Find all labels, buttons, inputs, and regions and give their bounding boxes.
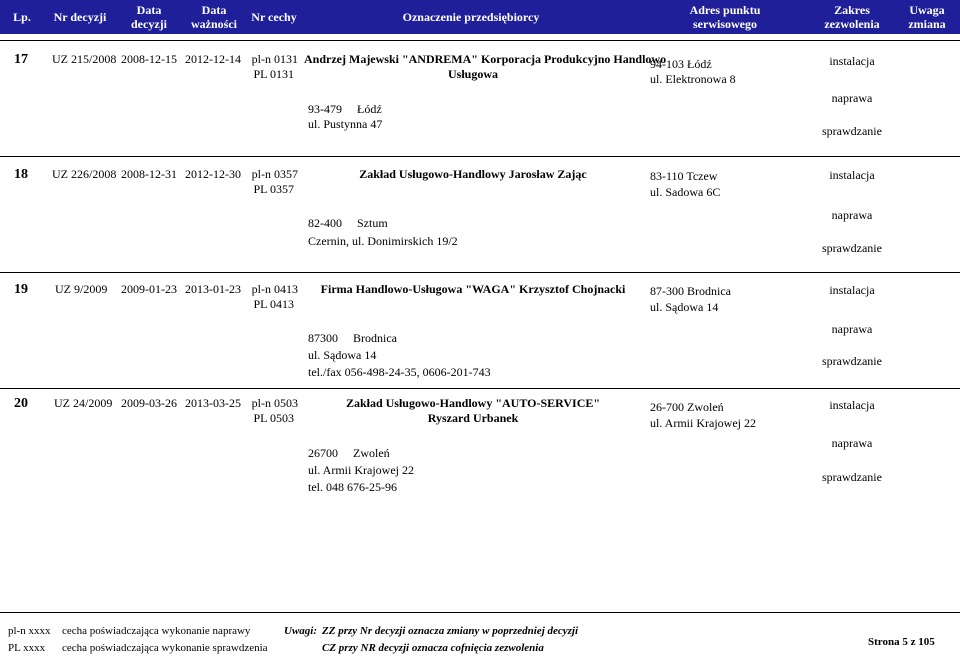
col-data-decyzji (116, 0, 182, 34)
record-data-waznosci: 2013-01-23 (185, 282, 241, 296)
legend-naprawy-text: cecha poświadczająca wykonanie naprawy (62, 625, 251, 637)
record-data-decyzji: 2008-12-15 (121, 52, 177, 66)
col-nr-decyzji (44, 0, 116, 34)
header-nr-cechy: Nr cechy (251, 10, 297, 24)
header-nr-decyzji: Nr decyzji (53, 10, 107, 24)
record-punkt-miasto: 87-300 Brodnica (650, 284, 731, 298)
record-cecha-naprawy: pl-n 0413 (251, 282, 298, 296)
record-punkt-ulica: ul. Sądowa 14 (650, 300, 719, 314)
col-adres (640, 0, 810, 34)
col-uwaga (894, 0, 960, 34)
uwagi-cz: CZ przy NR decyzji oznacza cofnięcia zezwolenia (322, 642, 544, 654)
record-zakres-instalacja: instalacja (829, 168, 875, 182)
page-footer (0, 612, 960, 656)
record-adres-firmy-ulica: Czernin, ul. Donimirskich 19/2 (308, 234, 458, 248)
col-zakres (810, 0, 894, 34)
record-adres-firmy-telefon: tel./fax 056-498-24-35, 0606-201-743 (308, 365, 491, 379)
record-data-waznosci: 2012-12-14 (185, 52, 241, 66)
header-lp: Lp. (13, 10, 31, 24)
record-zakres-sprawdzanie: sprawdzanie (822, 124, 882, 138)
record-cecha-naprawy: pl-n 0503 (251, 396, 298, 410)
header-data-waznosci-2: ważności (191, 17, 237, 31)
record-punkt-miasto: 94-103 Łódź (650, 57, 712, 71)
col-lp (0, 0, 44, 34)
legend-sprawdzenia-code: PL xxxx (8, 642, 46, 654)
col-data-waznosci (182, 0, 246, 34)
header-adres-1: Adres punktu (689, 3, 761, 17)
record-punkt-ulica: ul. Armii Krajowej 22 (650, 416, 756, 430)
record-data-decyzji: 2009-03-26 (121, 396, 177, 410)
record-adres-firmy: 93-479 Łódź (308, 102, 382, 116)
record-cecha-naprawy: pl-n 0357 (251, 167, 298, 181)
record-nr-decyzji: UZ 9/2009 (55, 282, 108, 296)
record-zakres-naprawa: naprawa (831, 436, 873, 450)
record-data-waznosci: 2013-03-25 (185, 396, 241, 410)
record-data-decyzji: 2008-12-31 (121, 167, 177, 181)
record-firma: Zakład Usługowo-Handlowy Jarosław Zając (359, 167, 587, 181)
record-zakres-instalacja: instalacja (829, 398, 875, 412)
table-row (0, 272, 960, 383)
record-cecha-naprawy: pl-n 0131 (251, 52, 298, 66)
record-adres-firmy: 26700 Zwoleń (308, 446, 390, 460)
record-zakres-instalacja: instalacja (829, 54, 875, 68)
record-firma-cd: Usługowa (447, 67, 498, 81)
record-adres-firmy-ulica: ul. Sądowa 14 (308, 348, 377, 362)
record-firma: Andrzej Majewski "ANDREMA" Korporacja Produkcyjno Handlowo (304, 52, 667, 66)
header-zakres-2: zezwolenia (824, 17, 880, 31)
record-zakres-instalacja: instalacja (829, 283, 875, 297)
table-row (0, 388, 960, 499)
record-cecha-sprawdzenia: PL 0131 (253, 67, 294, 81)
record-lp: 20 (14, 396, 28, 411)
legend-sprawdzenia-text: cecha poświadczająca wykonanie sprawdzenia (62, 642, 268, 654)
col-oznaczenie (302, 0, 640, 34)
record-cecha-sprawdzenia: PL 0413 (253, 297, 294, 311)
header-adres-2: serwisowego (693, 17, 757, 31)
header-data-decyzji-1: Data (136, 3, 162, 17)
record-zakres-naprawa: naprawa (831, 208, 873, 222)
record-zakres-sprawdzanie: sprawdzanie (822, 354, 882, 368)
record-punkt-miasto: 83-110 Tczew (650, 169, 718, 183)
record-adres-firmy-ulica: ul. Armii Krajowej 22 (308, 463, 414, 477)
record-lp: 17 (14, 52, 28, 67)
header-oznaczenie: Oznaczenie przedsiębiorcy (402, 10, 540, 24)
record-data-decyzji: 2009-01-23 (121, 282, 177, 296)
record-adres-firmy: 87300 Brodnica (308, 331, 397, 345)
page-number: Strona 5 z 105 (868, 636, 935, 648)
header-uwaga-1: Uwaga (909, 3, 945, 17)
record-data-waznosci: 2012-12-30 (185, 167, 241, 181)
record-punkt-miasto: 26-700 Zwoleń (650, 400, 724, 414)
record-lp: 19 (14, 282, 28, 297)
uwagi-label: Uwagi: (284, 625, 317, 637)
record-adres-firmy: 82-400 Sztum (308, 216, 388, 230)
record-punkt-ulica: ul. Sadowa 6C (650, 185, 721, 199)
record-zakres-sprawdzanie: sprawdzanie (822, 470, 882, 484)
table-header (0, 0, 960, 34)
header-data-decyzji-2: decyzji (131, 17, 167, 31)
record-nr-decyzji: UZ 226/2008 (52, 167, 117, 181)
record-cecha-sprawdzenia: PL 0503 (253, 411, 294, 425)
record-firma: Zakład Usługowo-Handlowy "AUTO-SERVICE" (345, 396, 601, 410)
record-firma: Firma Handlowo-Usługowa "WAGA" Krzysztof Chojnacki (320, 282, 626, 296)
record-zakres-naprawa: naprawa (831, 322, 873, 336)
record-nr-decyzji: UZ 215/2008 (52, 52, 117, 66)
record-adres-firmy-telefon: tel. 048 676-25-96 (308, 480, 397, 494)
header-uwaga-2: zmiana (908, 17, 946, 31)
record-adres-firmy-ulica: ul. Pustynna 47 (308, 117, 383, 131)
legend-naprawy-code: pl-n xxxx (8, 625, 51, 637)
record-punkt-ulica: ul. Elektronowa 8 (650, 72, 736, 86)
record-nr-decyzji: UZ 24/2009 (54, 396, 113, 410)
record-zakres-naprawa: naprawa (831, 91, 873, 105)
record-lp: 18 (14, 167, 28, 182)
record-zakres-sprawdzanie: sprawdzanie (822, 241, 882, 255)
header-data-waznosci-1: Data (201, 3, 227, 17)
table-row (0, 40, 960, 151)
record-firma-cd: Ryszard Urbanek (427, 411, 519, 425)
uwagi-zz: ZZ przy Nr decyzji oznacza zmiany w poprzedniej decyzji (322, 625, 579, 637)
table-row (0, 156, 960, 267)
record-cecha-sprawdzenia: PL 0357 (253, 182, 294, 196)
header-zakres-1: Zakres (834, 3, 870, 17)
col-nr-cechy (246, 0, 302, 34)
